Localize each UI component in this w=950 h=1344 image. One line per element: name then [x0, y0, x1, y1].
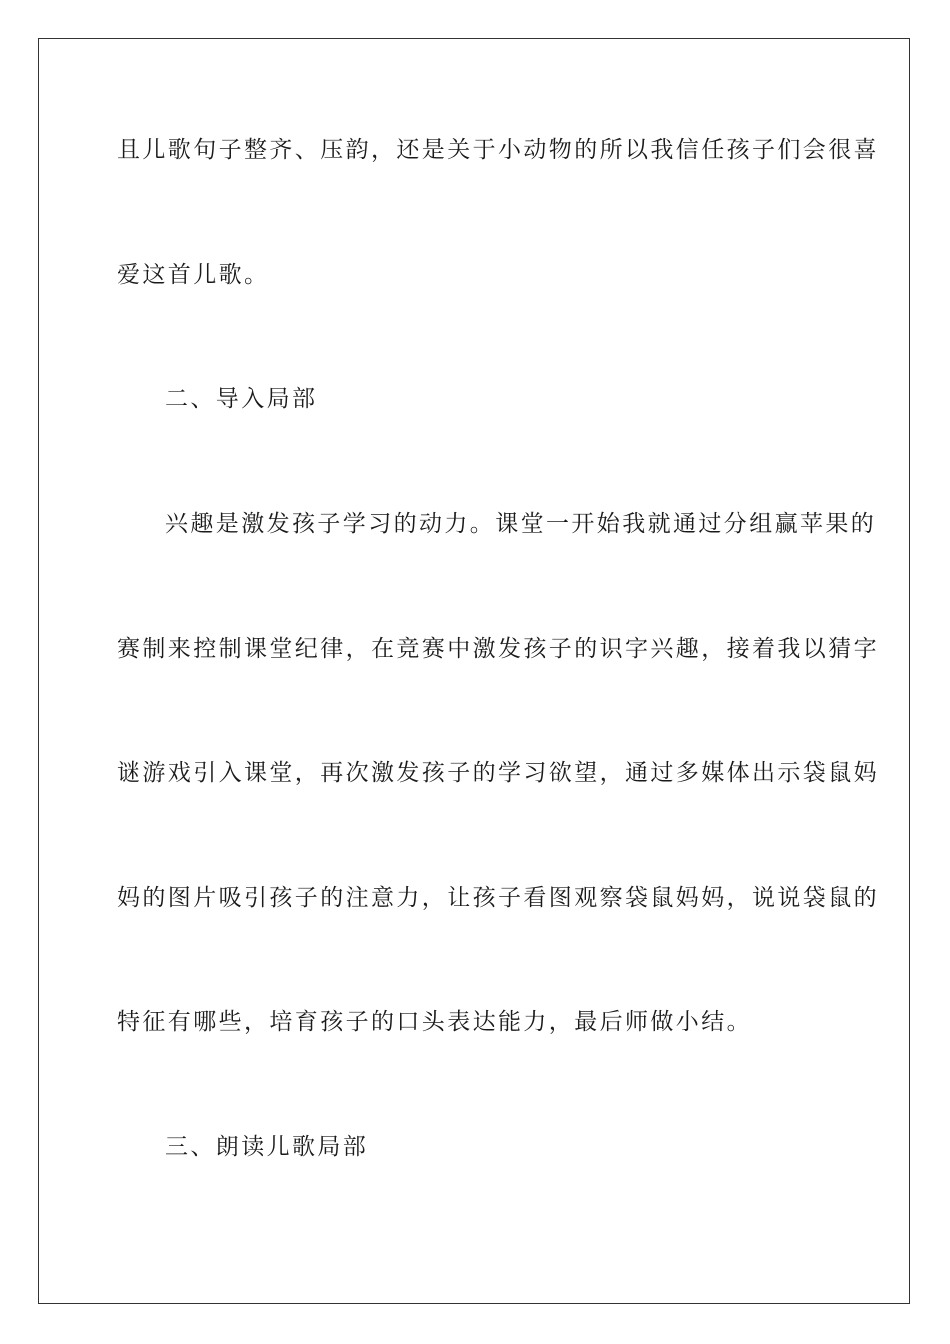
page-border [38, 38, 910, 1304]
paragraph-line: 兴趣是激发孩子学习的动力。课堂一开始我就通过分组赢苹果的 [165, 511, 877, 537]
section-heading: 二、导入局部 [165, 386, 318, 412]
paragraph-line: 赛制来控制课堂纪律，在竞赛中激发孩子的识字兴趣，接着我以猜字 [117, 636, 879, 662]
paragraph-line: 特征有哪些，培育孩子的口头表达能力，最后师做小结。 [117, 1009, 752, 1035]
paragraph-line: 妈的图片吸引孩子的注意力，让孩子看图观察袋鼠妈妈，说说袋鼠的 [117, 885, 879, 911]
section-heading: 三、朗读儿歌局部 [165, 1134, 369, 1160]
paragraph-line: 谜游戏引入课堂，再次激发孩子的学习欲望，通过多媒体出示袋鼠妈 [117, 760, 879, 786]
paragraph-line: 且儿歌句子整齐、压韵，还是关于小动物的所以我信任孩子们会很喜 [117, 137, 879, 163]
paragraph-line: 爱这首儿歌。 [117, 262, 270, 288]
